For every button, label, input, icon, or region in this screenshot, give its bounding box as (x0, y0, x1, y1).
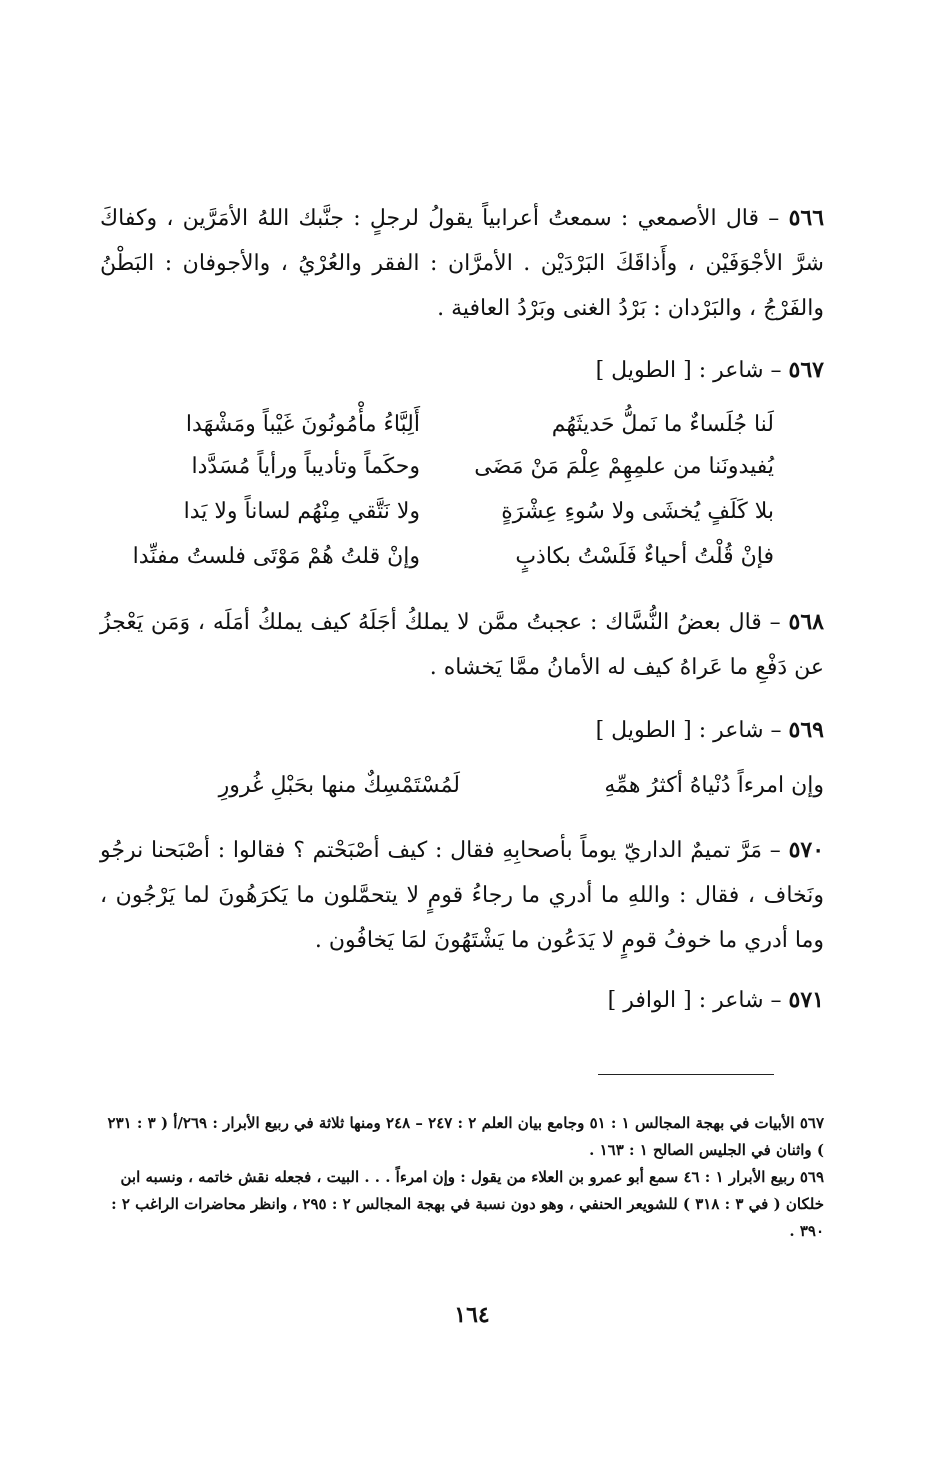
footnote-number: ٥٦٩ (799, 1168, 824, 1186)
verse-line (120, 536, 774, 578)
entry-567-heading (596, 350, 824, 391)
footnotes (100, 1110, 824, 1245)
verse-first-hemistich: وإن امرءاً دُنْياهُ أكثرُ همِّهِ (604, 773, 824, 798)
entry-number: ٥٦٦ (788, 205, 825, 231)
entry-number: ٥٧٠ (788, 837, 825, 863)
verse-line (120, 446, 774, 488)
verse-second-hemistich: لَمُسْتَمْسِكٌ منها بحَبْلِ غُرورِ (218, 773, 460, 798)
verse-line (120, 765, 824, 807)
entry-571-heading (608, 980, 824, 1021)
entry-566 (100, 196, 824, 331)
entry-text: – قال بعضُ النُّسَّاك : عجبتُ ممَّن لا يملكُ أجَلَهُ كيف يملكُ أمَلَه ، وَمَن يَعْجزُ عن دَفْعِ ما عَراهُ كيف له الأمانُ ممَّا يَخشاه . (100, 610, 824, 680)
verse-second-hemistich: وحكَماً وتأديباً ورأياً مُسَدَّدا (191, 454, 420, 479)
entry-heading-text: – شاعر : [ الوافر ] (607, 988, 782, 1013)
footnote-text: ربيع الأبرار ١ : ٤٦ سمع أبو عمرو بن العلاء من يقول : وإن امرءاً . . . البيت ، فجعله نقش خاتمه ، ونسبه ابن خلكان ( في ٣ : ٣١٨ ) للشويعر الحنفي ، وهو دون نسبة في بهجة المجالس ٢ : ٢٩٥ ، وانظر محاضرات الراغب ٢ : ٣٩٠ . (111, 1168, 824, 1240)
verse-first-hemistich: بلا كَلَفٍ يُخشَى ولا سُوءِ عِشْرَةٍ (501, 499, 774, 524)
entry-number: ٥٦٩ (788, 717, 824, 743)
footnote-number: ٥٦٧ (799, 1114, 824, 1132)
verse-second-hemistich: أَلِبَّاءُ مأْمُونُونَ غَيْباً ومَشْهَدا (185, 412, 420, 437)
entry-heading-text: – شاعر : [ الطويل ] (595, 718, 782, 743)
footnote (100, 1110, 824, 1164)
entry-text: – مَرَّ تميمٌ الداريّ يوماً بأصحابِهِ فقال : كيف أصْبَحْتم ؟ فقالوا : أصْبَحنا نرجُو ونَخاف ، فقال : واللهِ ما أدري ما رجاءُ قومٍ لا يتحمَّلون ما يَكرَهُونَ لما يَرْجُون ، وما أدري ما خوفُ قومٍ لا يَدَعُون ما يَشْتَهُونَ لمَا يَخافُون . (100, 838, 824, 953)
verse-second-hemistich: ولا نَتَّقي مِنْهُم لساناً ولا يَدا (183, 499, 420, 524)
entry-number: ٥٦٨ (788, 609, 824, 635)
verse-second-hemistich: وإنْ قلتُ هُمْ مَوْتَى فلستُ مفنِّدا (132, 544, 420, 569)
verse-first-hemistich: فإنْ قُلْتُ أحياءٌ فَلَسْتُ بكاذبٍ (515, 544, 774, 569)
entry-number: ٥٧١ (788, 987, 824, 1013)
entry-number: ٥٦٧ (788, 357, 824, 383)
entry-570 (100, 828, 824, 963)
entry-text: – قال الأصمعي : سمعتُ أعرابياً يقولُ لرجلٍ : جنَّبك اللهُ الأمَرَّين ، وكفاكَ شرَّ الأجْوَفَيْن ، وأَذاقَكَ البَرْدَيْن . الأمرَّان : الفقر والعُرْيُ ، والأجوفان : البَطْنُ والفَرْجُ ، والبَرْدان : بَرْدُ الغنى وبَرْدُ العافية . (100, 206, 824, 321)
entry-heading-text: – شاعر : [ الطويل ] (595, 358, 782, 383)
entry-568 (100, 600, 824, 690)
entry-569-heading (596, 710, 824, 751)
verse-line (120, 491, 774, 533)
footnote-divider (598, 1074, 774, 1075)
verse-first-hemistich: لَنا جُلَساءٌ ما نَملُّ حَديثَهُم (551, 412, 774, 437)
footnote-text: الأبيات في بهجة المجالس ١ : ٥١ وجامع بيان العلم ٢ : ٢٤٧ – ٢٤٨ ومنها ثلاثة في ربيع الأبرار : ٢٦٩/أ ( ٣ : ٢٣١ ) واثنان في الجليس الصالح ١ : ١٦٣ . (107, 1114, 824, 1159)
footnote (100, 1164, 824, 1245)
verse-first-hemistich: يُفيدونَنا من علمِهِمْ عِلْمَ مَنْ مَضَى (474, 454, 774, 479)
verse-line (120, 404, 774, 446)
page-number: ١٦٤ (454, 1302, 490, 1328)
